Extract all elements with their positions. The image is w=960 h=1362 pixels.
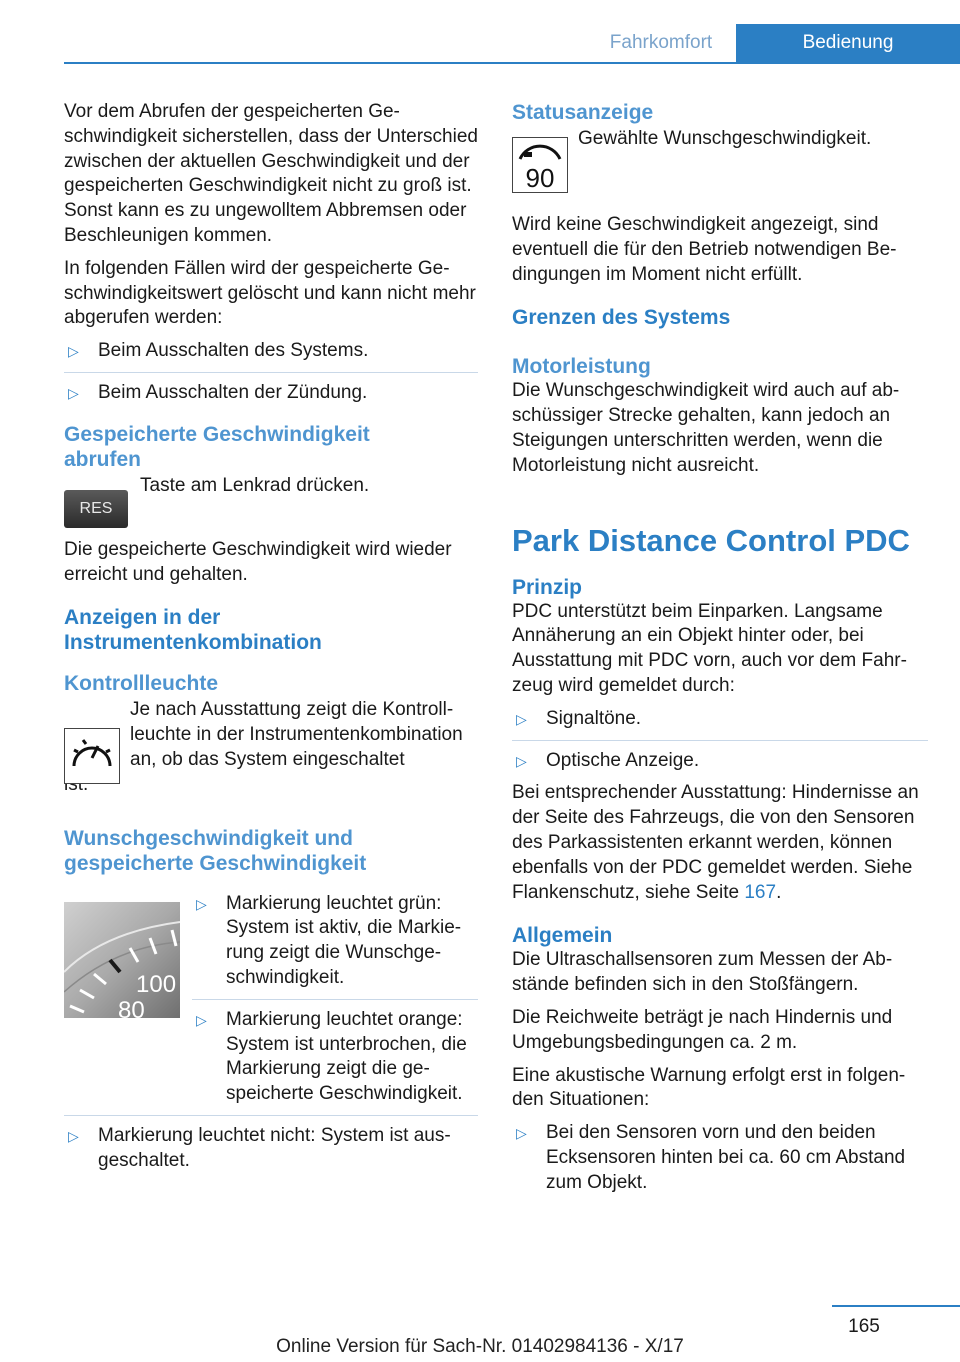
section-heading-anzeigen: Anzeigen in der Instrumentenkombination: [64, 606, 322, 655]
paragraph: Bei entsprechender Ausstattung: Hindernisse an der Seite des Fahrzeugs, die von den Sensoren des Parkassistenten erkannt werden, können ebenfalls von der PDC gemeldet werden. Siehe Flankenschutz, siehe Seite 167.: [512, 782, 919, 903]
header-rule: [64, 62, 960, 64]
list-item: ▷ Signaltöne.: [512, 707, 928, 732]
list-divider: [64, 1115, 478, 1116]
paragraph: Die Reichweite beträgt je nach Hindernis und Umgebungsbedingungen ca. 2 m.: [512, 1006, 893, 1053]
cruise-control-indicator-icon: [64, 728, 120, 784]
status-text: Gewählte Wunschgeschwindigkeit.: [578, 128, 872, 149]
res-text: Taste am Lenkrad drücken.: [140, 474, 370, 496]
gauge-label-80: 80: [118, 996, 145, 1018]
list-item: ▷ Markierung leuchtet orange: System ist unterbrochen, die Markierung zeigt die gespeicherte Geschwindigkeit.: [196, 1008, 467, 1105]
paragraph: Vor dem Abrufen der gespeicherten Geschwindigkeit sicherstellen, dass der Unterschied zwischen der aktuellen Geschwindigkeit und der gespeicherten Geschwindigkeit nicht zu groß ist. Sonst kann es zu ungewolltem Abbremsen oder Beschleunigen kommen.: [64, 101, 478, 246]
gauge-label-100: 100: [136, 970, 177, 998]
bullet-list: [192, 1008, 478, 1107]
paragraph: Eine akustische Warnung erfolgt erst in folgenden Situationen:: [512, 1064, 906, 1111]
speed-status-icon: [512, 137, 568, 193]
status-block: [512, 128, 928, 213]
paragraph: Die Wunschgeschwindigkeit wird auch auf abschüssiger Strecke gehalten, kann jedoch an Steigungen unterschritten werden, wenn die Motorleistung nicht ausreicht.: [512, 380, 900, 476]
triangle-bullet-icon: ▷: [68, 384, 79, 401]
kontroll-text: Je nach Ausstattung zeigt die Kontrollleuchte in der Instrumentenkombination an, ob das System eingeschaltet: [130, 699, 463, 770]
triangle-bullet-icon: ▷: [516, 1125, 527, 1142]
triangle-bullet-icon: ▷: [196, 895, 207, 912]
list-divider: [512, 740, 928, 741]
triangle-bullet-icon: ▷: [68, 343, 79, 360]
paragraph: Wird keine Geschwindigkeit angezeigt, sind eventuell die für den Betrieb notwendigen Bedingungen im Moment nicht erfüllt.: [512, 214, 897, 285]
list-item: ▷ Optische Anzeige.: [512, 749, 928, 774]
subheading-kontrollleuchte: Kontrollleuchte: [64, 672, 219, 696]
bullet-list: [64, 339, 478, 364]
status-icon-value: 90: [525, 163, 555, 193]
bullet-list: [64, 381, 478, 406]
res-button-icon: RES: [64, 490, 128, 528]
bullet-list: [512, 707, 928, 732]
list-item: ▷ Markierung leuchtet grün: System ist aktiv, die Markierung zeigt die Wunschgeschwindigkeit.: [196, 892, 462, 988]
subheading-statusanzeige: Statusanzeige: [512, 101, 654, 124]
paragraph: Die Ultraschallsensoren zum Messen der Abstände befinden sich in den Stoßfängern.: [512, 949, 893, 996]
page-link-167[interactable]: 167: [744, 881, 777, 903]
kontroll-text-end: [64, 773, 478, 798]
header-chapter-tab[interactable]: Fahrkomfort: [609, 32, 713, 53]
speedometer-gauge-image: [64, 902, 180, 1018]
left-column: [64, 100, 478, 1182]
list-item: ▷ Beim Ausschalten der Zündung.: [64, 381, 478, 406]
section-heading-wunsch: Wunschgeschwindigkeit und gespeicherte Geschwindigkeit: [64, 826, 367, 875]
subheading-motorleistung: Motorleistung: [512, 355, 651, 379]
res-row: [64, 474, 478, 522]
list-item: ▷ Beim Ausschalten des Systems.: [64, 339, 478, 364]
triangle-bullet-icon: ▷: [196, 1011, 207, 1028]
list-divider: [192, 999, 478, 1000]
section-heading-abrufen: Gespeicherte Geschwindigkeit abrufen: [64, 422, 370, 471]
paragraph: Die gespeicherte Geschwindigkeit wird wieder erreicht und gehalten.: [64, 538, 452, 585]
bullet-list: [512, 749, 928, 774]
list-item: ▷ Bei den Sensoren vorn und den beiden Ecksensoren hinten bei ca. 60 cm Abstand zum Objekt.: [516, 1122, 906, 1193]
footer-rule: [832, 1305, 960, 1307]
paragraph: PDC unterstützt beim Einparken. Langsame Annäherung an ein Objekt hinter oder, bei Ausstattung mit PDC vorn, auch vor dem Fahrzeug wird gemeldet durch:: [512, 600, 907, 696]
kontroll-block: [64, 698, 478, 797]
triangle-bullet-icon: ▷: [516, 710, 527, 727]
triangle-bullet-icon: ▷: [516, 752, 527, 769]
bullet-list: [512, 1121, 928, 1195]
online-version-footer: Online Version für Sach-Nr. 01402984136 - X/17: [276, 1336, 684, 1357]
header-section-tab[interactable]: Bedienung: [736, 24, 960, 62]
bullet-list: [192, 892, 478, 991]
bullet-list: [64, 1124, 478, 1174]
right-column: [512, 100, 928, 1204]
triangle-bullet-icon: ▷: [68, 1127, 79, 1144]
page-number: 165: [848, 1316, 880, 1337]
section-heading-prinzip: Prinzip: [512, 575, 583, 599]
section-heading-allgemein: Allgemein: [512, 924, 613, 948]
paragraph: In folgenden Fällen wird der gespeicherte Geschwindigkeitswert gelöscht und kann nicht mehr abgerufen werden:: [64, 257, 476, 329]
section-heading-grenzen: Grenzen des Systems: [512, 306, 731, 330]
chapter-heading-pdc: Park Distance Control PDC: [512, 522, 910, 558]
list-item: ▷ Markierung leuchtet nicht: System ist ausgeschaltet.: [68, 1124, 451, 1171]
list-divider: [64, 372, 478, 373]
gauge-block: [64, 892, 478, 1174]
